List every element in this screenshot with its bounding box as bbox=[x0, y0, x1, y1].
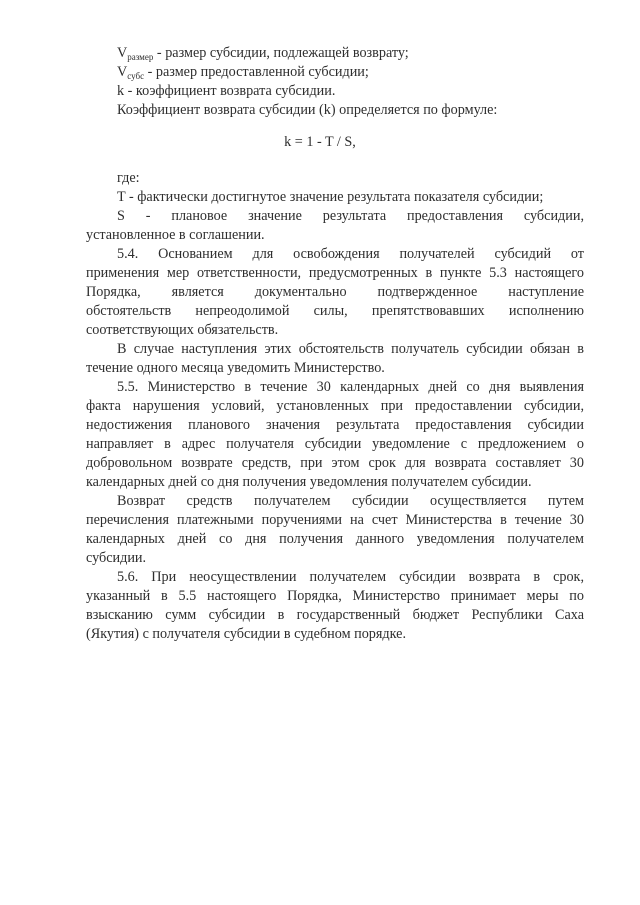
p55-line-5: добровольном возврате средств, при этом срок для возврата составляет 30 bbox=[86, 455, 584, 471]
p56-line-1: 5.6. При неосуществлении получателем субсидии возврата в срок, bbox=[117, 569, 584, 585]
p56-line-2: указанный в 5.5 настоящего Порядка, Министерство принимает меры по bbox=[86, 588, 584, 604]
p54-line-4: обстоятельств непреодолимой силы, препятствовавших исполнению bbox=[86, 303, 584, 319]
coef-intro: Коэффициент возврата субсидии (k) определяется по формуле: bbox=[117, 102, 498, 118]
s-definition-line-2: установленное в соглашении. bbox=[86, 227, 265, 243]
p55-line-3: недостижения планового значения результата предоставления субсидии bbox=[86, 417, 584, 433]
p54-line-5: соответствующих обязательств. bbox=[86, 322, 279, 338]
p54b-line-1: В случае наступления этих обстоятельств получатель субсидии обязан в bbox=[117, 341, 584, 357]
p54b-line-2: течение одного месяца уведомить Министерство. bbox=[86, 360, 385, 376]
definition-v-refund: $V_{размер}$ - размер субсидии, подлежащей возврату; bbox=[117, 45, 409, 62]
p55-line-1: 5.5. Министерство в течение 30 календарных дней со дня выявления bbox=[117, 379, 584, 395]
formula: k = 1 - T / S, bbox=[284, 134, 356, 150]
p55-line-4: направляет в адрес получателя субсидии уведомление с предложением о bbox=[86, 436, 584, 452]
p55b-line-2: перечисления платежными поручениями на счет Министерства в течение 30 bbox=[86, 512, 584, 528]
p56-line-4: (Якутия) с получателя субсидии в судебном порядке. bbox=[86, 626, 407, 642]
p55b-line-1: Возврат средств получателем субсидии осуществляется путем bbox=[117, 493, 584, 509]
p54-line-3: Порядка, является документально подтвержденное наступление bbox=[86, 284, 584, 300]
where-label: где: bbox=[117, 170, 140, 186]
definition-v-subsidy: $V_{субс}$ - размер предоставленной субсидии; bbox=[117, 64, 369, 81]
p54-line-1: 5.4. Основанием для освобождения получателей субсидий от bbox=[117, 246, 584, 262]
t-definition: T - фактически достигнутое значение результата показателя субсидии; bbox=[117, 189, 544, 205]
p55-line-2: факта нарушения условий, установленных при предоставлении субсидии, bbox=[86, 398, 584, 414]
s-definition-line-1: S - плановое значение результата предоставления субсидии, bbox=[117, 208, 584, 224]
p55b-line-3: календарных дней со дня получения данного уведомления получателем bbox=[86, 531, 584, 547]
p55-line-6: календарных дней со дня получения уведомления получателем субсидии. bbox=[86, 474, 532, 490]
definition-k: k - коэффициент возврата субсидии. bbox=[117, 83, 336, 99]
p56-line-3: взысканию сумм субсидии в государственный бюджет Республики Саха bbox=[86, 607, 584, 623]
p54-line-2: применения мер ответственности, предусмотренных в пункте 5.3 настоящего bbox=[86, 265, 584, 281]
p55b-line-4: субсидии. bbox=[86, 550, 147, 566]
